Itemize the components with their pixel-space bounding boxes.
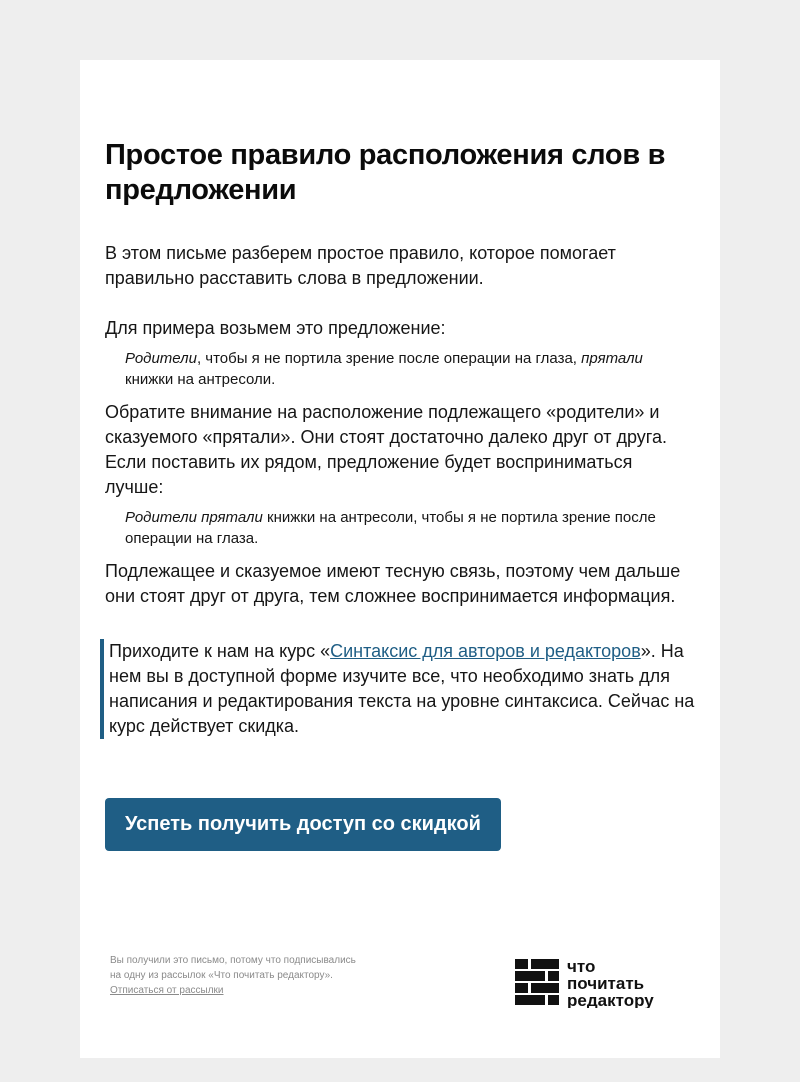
article-title: Простое правило расположения слов в предложении xyxy=(105,139,666,206)
brand-logo xyxy=(515,958,695,1008)
stacked-books-icon xyxy=(515,959,559,1005)
email-card xyxy=(80,60,720,1058)
course-callout xyxy=(100,639,695,739)
footer-line-2: на одну из рассылок «Что почитать редактору». xyxy=(110,970,333,981)
conclusion-paragraph: Подлежащее и сказуемое имеют тесную связь, поэтому чем дальше они стоят друг от друга, тем сложнее воспринимается информация. xyxy=(105,561,681,606)
footer-notice xyxy=(110,953,390,998)
example-quote-original xyxy=(125,348,695,390)
quote-text-part: книжки на антресоли. xyxy=(125,371,276,388)
quote-subject-predicate: Родители прятали xyxy=(125,509,263,526)
email-content xyxy=(105,138,695,851)
course-link[interactable]: Синтаксис для авторов и редакторов xyxy=(330,641,641,661)
callout-text-after: ». На нем вы в доступной форме изучите все, что необходимо знать для написания и редактирования текста на уровне синтаксиса. Сейчас на курс действует скидка. xyxy=(109,641,695,736)
quote-predicate: прятали xyxy=(581,350,643,367)
quote-subject: Родители xyxy=(125,350,197,367)
callout-text-before: Приходите к нам на курс « xyxy=(109,641,331,661)
example-lead: Для примера возьмем это предложение: xyxy=(105,318,446,338)
logo-line-2: почитать xyxy=(567,974,645,993)
footer-line-1: Вы получили это письмо, потому что подписывались xyxy=(110,955,356,966)
discount-access-button[interactable]: Успеть получить доступ со скидкой xyxy=(105,798,501,851)
unsubscribe-link[interactable]: Отписаться от рассылки xyxy=(110,985,224,996)
example-quote-improved xyxy=(125,507,695,549)
quote-text-part: , чтобы я не портила зрение после операции на глаза, xyxy=(196,350,582,367)
explanation-paragraph: Обратите внимание на расположение подлежащего «родители» и сказуемого «прятали». Они стоят достаточно далеко друг от друга. Если поставить их рядом, предложение будет восприниматься лучше: xyxy=(105,402,667,497)
logo-line-1: что xyxy=(567,958,596,976)
logo-line-3: редактору xyxy=(567,991,654,1008)
intro-paragraph: В этом письме разберем простое правило, которое помогает правильно расставить слова в предложении. xyxy=(105,243,616,288)
quote-text-part: книжки на антресоли, чтобы я не портила зрение после операции на глаза. xyxy=(125,509,656,547)
